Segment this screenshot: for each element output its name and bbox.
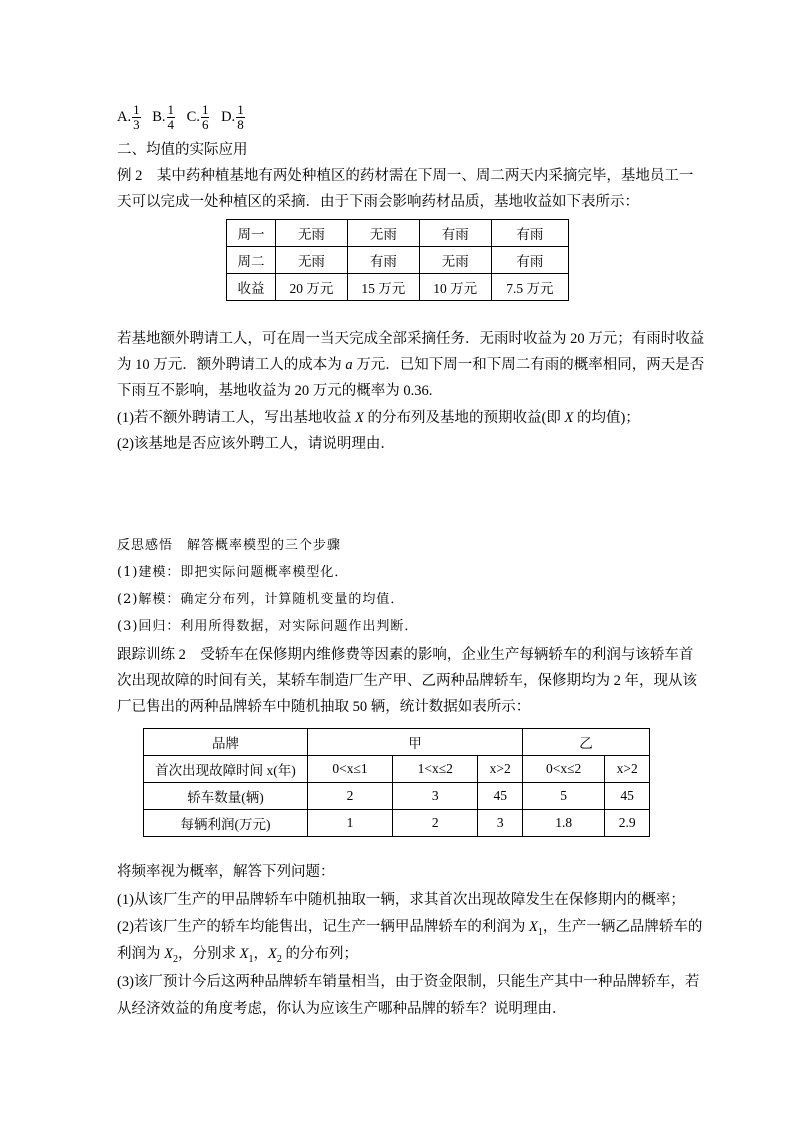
- table-row: 收益 20 万元 15 万元 10 万元 7.5 万元: [227, 274, 569, 301]
- table-row: 每辆利润(万元) 1 2 3 1.8 2.9: [144, 810, 650, 837]
- car-data-table: [143, 728, 650, 837]
- answer-options: [117, 97, 684, 136]
- table-row: 品牌 甲 乙: [144, 729, 650, 756]
- training-2-question-3-line-2: 从经济效益的角度考虑，你认为应该生产哪种品牌的轿车？说明理由．: [117, 1001, 567, 1017]
- training-2-line-2: 次出现故障的时间有关，某轿车制造厂生产甲、乙两种品牌轿车，保修期均为 2 年，现从该: [117, 673, 697, 689]
- training-2-question-3-line-1: (3)该厂预计今后这两种品牌轿车销量相当，由于资金限制，只能生产其中一种品牌轿车，若: [117, 974, 700, 990]
- example-2-para-1: 若基地额外聘请工人，可在周一当天完成全部采摘任务．无雨时收益为 20 万元；有雨时收益: [117, 331, 705, 347]
- reflection-heading: [117, 536, 684, 556]
- option-c: C. $\frac{1}{6}$: [186, 101, 209, 132]
- example-label: 例 2: [117, 168, 143, 184]
- reflection-subtitle: 解答概率模型的三个步骤: [187, 538, 342, 553]
- section-title: 二、均值的实际应用: [117, 142, 248, 158]
- reflection-step-3: (3)回归：利用所得数据，对实际问题作出判断．: [117, 619, 419, 634]
- example-2-question-1: (1)若不额外聘请工人，写出基地收益 X 的分布列及基地的预期收益(即 X 的均值)；: [117, 410, 640, 426]
- income-table: [226, 219, 569, 301]
- example-2-line-1: 例 2 某中药种植基地有两处种植区的药材需在下周一、周二两天内采摘完毕，基地员工一: [117, 168, 694, 184]
- reflection-title: 反思感悟: [117, 538, 174, 553]
- example-2-para-2: 为 10 万元．额外聘请工人的成本为 a 万元．已知下周一和下周二有雨的概率相同，两天是否: [117, 357, 705, 373]
- example-2-question-2: (2)该基地是否应该外聘工人，请说明理由．: [117, 436, 395, 452]
- table-row: 周二 无雨 有雨 无雨 有雨: [227, 247, 569, 274]
- training-label: 跟踪训练 2: [117, 647, 186, 663]
- training-2-question-2-line-2: 利润为 $X_2$，分别求 $X_1$，$X_2$ 的分布列；: [117, 946, 358, 965]
- table-row: 周一 无雨 无雨 有雨 有雨: [227, 220, 569, 247]
- training-2-question-1: (1)从该厂生产的甲品牌轿车中随机抽取一辆，求其首次出现故障发生在保修期内的概率；: [117, 892, 685, 908]
- example-2-line-2: 天可以完成一处种植区的采摘．由于下雨会影响药材品质，基地收益如下表所示：: [117, 194, 639, 210]
- table-row: 首次出现故障时间 x(年) 0<x≤1 1<x≤2 x>2 0<x≤2 x>2: [144, 756, 650, 783]
- reflection-step-1: (1)建模：即把实际问题概率模型化．: [117, 565, 349, 580]
- training-2-question-2-line-1: (2)若该厂生产的轿车均能售出，记生产一辆甲品牌轿车的利润为 $X_1$，生产一辆乙品牌轿车的: [117, 919, 703, 938]
- training-2-line-1: 跟踪训练 2 受轿车在保修期内维修费等因素的影响，企业生产每辆轿车的利润与该轿车首: [117, 647, 694, 663]
- option-a: A. $\frac{1}{3}$: [117, 101, 140, 132]
- training-2-note: 将频率视为概率，解答下列问题：: [117, 864, 335, 880]
- example-2-para-3: 下雨互不影响，基地收益为 20 万元的概率为 0.36.: [117, 383, 433, 399]
- training-2-line-3: 厂已售出的两种品牌轿车中随机抽取 50 辆，统计数据如表所示：: [117, 699, 531, 715]
- option-b: B. $\frac{1}{4}$: [152, 101, 175, 132]
- table-row: 轿车数量(辆) 2 3 45 5 45: [144, 783, 650, 810]
- reflection-step-2: (2)解模：确定分布列，计算随机变量的均值．: [117, 592, 405, 607]
- option-d: D. $\frac{1}{8}$: [221, 101, 244, 132]
